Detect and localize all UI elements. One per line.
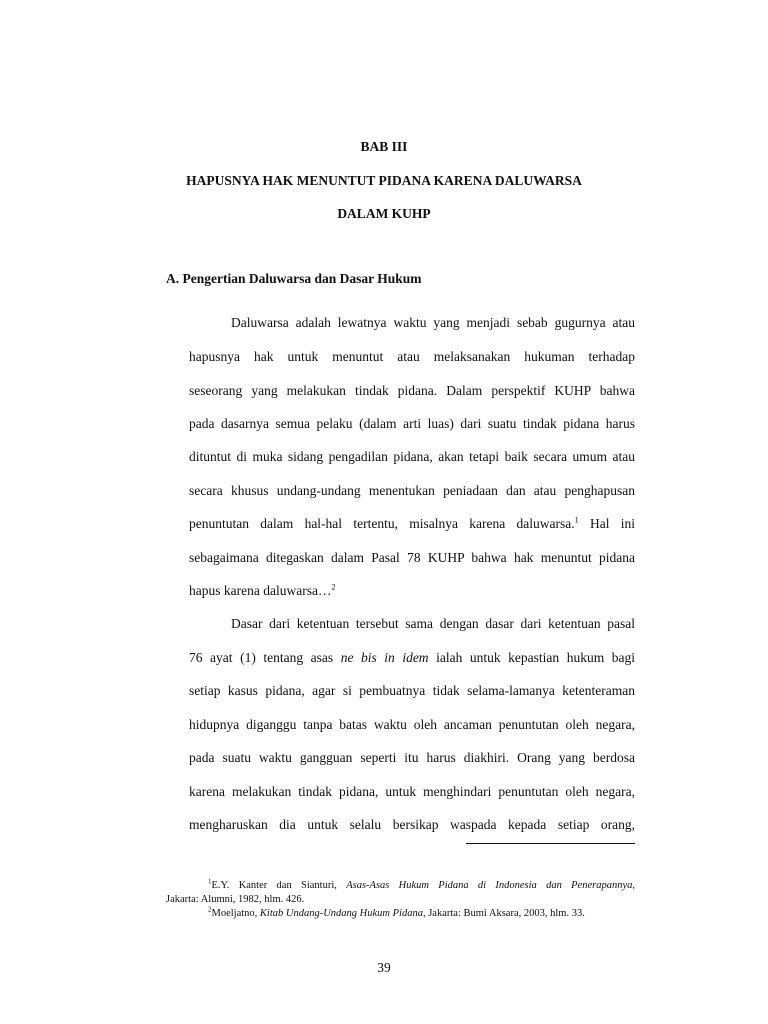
- footnote-1-comma: ,: [632, 880, 636, 891]
- footnote-1-line1: [208, 879, 635, 893]
- paragraph2-line6: karena melakukan tindak pidana, untuk menghindari penuntutan oleh negara,: [189, 784, 635, 799]
- paragraph2-line7: mengharuskan dia untuk selalu bersikap waspada kepada setiap orang,: [189, 817, 635, 832]
- paragraph1-line7-text: penuntutan dalam hal-hal tertentu, misalnya karena daluwarsa.: [189, 516, 575, 531]
- paragraph1-line5: dituntut di muka sidang pengadilan pidana, akan tetapi baik secara umum atau: [189, 449, 635, 464]
- footnote-separator: [466, 843, 635, 844]
- footnote-ref-2[interactable]: 2: [331, 582, 336, 592]
- paragraph1-line7: [189, 514, 635, 534]
- paragraph1-line9: [189, 581, 635, 601]
- paragraph2-line4: hidupnya diganggu tanpa batas waktu oleh ancaman penuntutan oleh negara,: [189, 717, 635, 732]
- paragraph2-line5: pada suatu waktu gangguan seperti itu harus diakhiri. Orang yang berdosa: [189, 750, 635, 765]
- footnote-2-marker: 2: [208, 905, 212, 914]
- chapter-title-line1: HAPUSNYA HAK MENUNTUT PIDANA KARENA DALUWARSA: [186, 173, 582, 188]
- footnote-1-marker: 1: [208, 877, 212, 886]
- paragraph1-line2: hapusnya hak untuk menuntut atau melaksanakan hukuman terhadap: [189, 349, 635, 364]
- page-number: 39: [377, 960, 391, 975]
- latin-term: ne bis in idem: [340, 650, 429, 665]
- footnote-1-line2: Jakarta: Alumni, 1982, hlm. 426.: [166, 894, 305, 905]
- paragraph1-line8: sebagaimana ditegaskan dalam Pasal 78 KUHP bahwa hak menuntut pidana: [189, 550, 635, 565]
- paragraph1-line1: Daluwarsa adalah lewatnya waktu yang menjadi sebab gugurnya atau: [231, 315, 635, 330]
- footnote-2: [208, 907, 585, 921]
- paragraph1-line7-rest: Hal ini: [578, 516, 635, 531]
- footnote-1-book-title: Asas-Asas Hukum Pidana di Indonesia dan Penerapannya: [346, 880, 633, 891]
- paragraph1-line3: seseorang yang melakukan tindak pidana. Dalam perspektif KUHP bahwa: [189, 383, 635, 398]
- footnote-1-author: E.Y. Kanter dan Sianturi,: [211, 880, 347, 891]
- chapter-title-line2: DALAM KUHP: [337, 206, 431, 221]
- section-title: A. Pengertian Daluwarsa dan Dasar Hukum: [166, 271, 422, 286]
- paragraph1-line4: pada dasarnya semua pelaku (dalam arti luas) dari suatu tindak pidana harus: [189, 416, 635, 431]
- chapter-label: BAB III: [360, 139, 408, 154]
- paragraph2-line2-rest: ialah untuk kepastian hukum bagi: [428, 650, 635, 665]
- paragraph2-line3: setiap kasus pidana, agar si pembuatnya tidak selama-lamanya ketenteraman: [189, 683, 635, 698]
- paragraph1-line6: secara khusus undang-undang menentukan peniadaan dan atau penghapusan: [189, 483, 635, 498]
- paragraph2-line2-text: 76 ayat (1) tentang asas: [189, 650, 341, 665]
- footnote-2-publisher: , Jakarta: Bumi Aksara, 2003, hlm. 33.: [422, 908, 585, 919]
- paragraph2-line1: Dasar dari ketentuan tersebut sama dengan dasar dari ketentuan pasal: [231, 616, 635, 631]
- footnote-2-book-title: Kitab Undang-Undang Hukum Pidana: [259, 908, 423, 919]
- footnote-ref-1[interactable]: 1: [574, 515, 579, 525]
- paragraph2-line2: [189, 648, 635, 668]
- paragraph1-line9-text: hapus karena daluwarsa…: [189, 583, 332, 598]
- footnote-2-author: Moeljatno,: [211, 908, 260, 919]
